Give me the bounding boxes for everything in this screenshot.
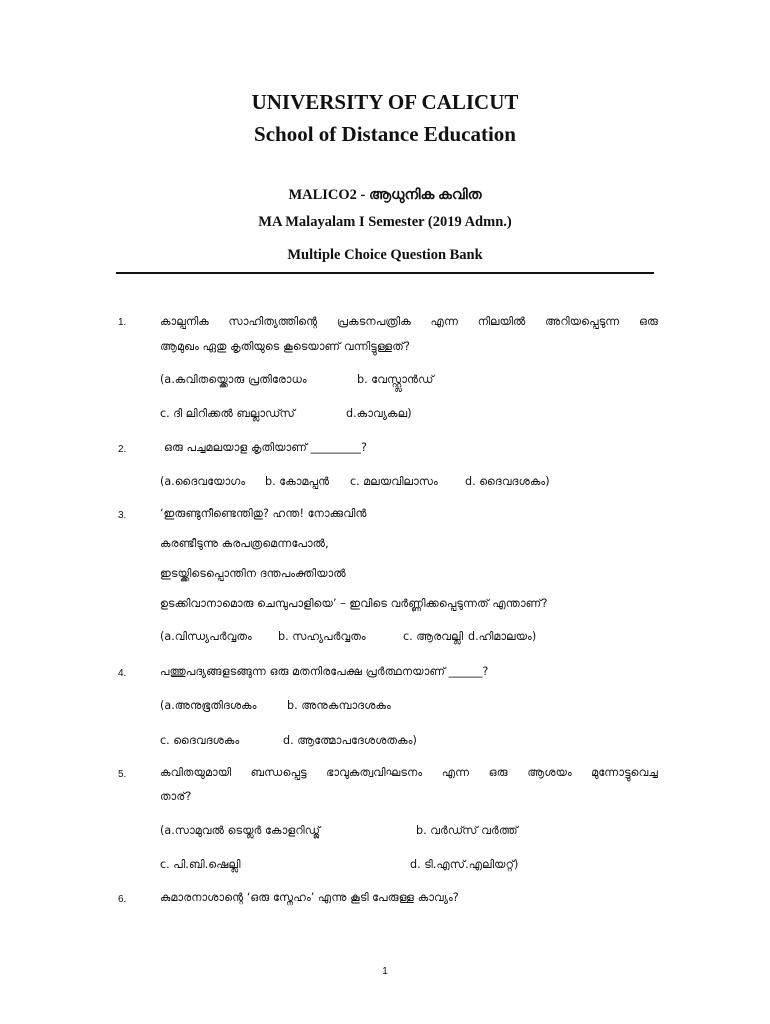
option-c: c. മലയവിലാസം [350, 475, 438, 488]
question-number: 3. [118, 510, 127, 521]
question-text: ഇടയ്ക്കിടെപ്പൊന്തിന ദന്തപംക്തിയാൽ [160, 567, 346, 580]
university-title: UNIVERSITY OF CALICUT [251, 90, 519, 114]
option-b: b. സഹ്യപർവ്വതം [278, 630, 366, 643]
option-a: (a.വിന്ധ്യപർവ്വതം [160, 630, 252, 643]
question-text: കവിതയുമായി ബന്ധപ്പെട്ട ഭാവുകത്വവിഘടനം എന്ന ഒരു ആശയം മുന്നോട്ടുവെച്ച [160, 766, 658, 779]
question-text: കരണ്ടീടുന്നു കരപത്രമെന്നപോൽ, [160, 537, 329, 550]
school-title: School of Distance Education [254, 122, 516, 146]
document-type: Multiple Choice Question Bank [287, 247, 483, 263]
question-number: 1. [118, 317, 127, 328]
header-divider [116, 272, 654, 274]
question-text: ‘ഇരുണ്ടുനീണ്ടെന്തിതു? ഹന്ത! നോക്കുവിൻ [160, 507, 367, 520]
option-d: d.ഹിമാലയം) [468, 630, 537, 643]
option-c: c. ദൈവദശകം [160, 734, 240, 747]
option-b: b. വേസ്റ്റ്ലാൻഡ് [357, 373, 434, 386]
question-number: 2. [118, 444, 127, 455]
option-a: (a.അനുഭൂതിദശകം [160, 699, 257, 712]
option-d: d. ദൈവദശകം) [465, 475, 550, 488]
option-a: (a.ദൈവയോഗം [160, 475, 246, 488]
option-c: c. ആരവല്ലി [403, 630, 464, 643]
option-b: b. അനുകമ്പാദശകം [287, 699, 391, 712]
program-title: MA Malayalam I Semester (2019 Admn.) [258, 214, 512, 230]
question-number: 4. [118, 668, 127, 679]
question-text: കാല്പനിക സാഹിത്യത്തിന്റെ പ്രകടനപത്രിക എന്ന നിലയിൽ അറിയപ്പെടുന്ന ഒരു [160, 315, 658, 328]
question-text: ആമുഖം ഏതു കൃതിയുടെ കൂടെയാണ് വന്നിട്ടുള്ളത്? [160, 340, 410, 353]
question-number: 6. [118, 894, 127, 905]
question-number: 5. [118, 769, 127, 780]
option-c: c. ദി ലിറിക്കൽ ബല്ലാഡ്സ് [160, 407, 295, 420]
option-c: c. പി.ബി.ഷെല്ലി [160, 858, 241, 871]
option-b: b. കോമപ്പൻ [265, 475, 330, 488]
question-text: കുമാരനാശാന്റെ ‘ഒരു സ്നേഹം’ എന്നു കൂടി പേരുള്ള കാവ്യം? [160, 891, 459, 904]
option-b: b. വർഡ്സ് വർത്ത് [416, 824, 518, 837]
option-a: (a.കവിതയ്ക്കൊരു പ്രതിരോധം [160, 373, 307, 386]
option-d: d. ടി.എസ്.എലിയറ്റ്) [410, 858, 519, 871]
option-d: d.കാവ്യകല) [346, 407, 412, 420]
option-d: d. ആത്മോപദേശശതകം) [283, 734, 417, 747]
question-text: താര്? [160, 790, 192, 803]
question-text: ഉടക്കിവാനാമൊരു ചെമ്പുപാളിയെ’ – ഇവിടെ വർണ്ണിക്കപ്പെടുന്നത് എന്താണ്? [160, 597, 548, 610]
option-a: (a.സാമുവൽ ടെയ്ലർ കോളറിഡ്ജ് [160, 824, 321, 837]
question-text: ഒരു പച്ചമലയാള കൃതിയാണ് _________? [164, 441, 367, 454]
course-title: MALICO2 - ആധുനിക കവിത [288, 187, 482, 203]
question-text: പത്തുപദ്യങ്ങളടങ്ങുന്ന ഒരു മതനിരപേക്ഷ പ്രർത്ഥനയാണ് ______? [160, 665, 489, 678]
page-number: 1 [382, 966, 388, 977]
